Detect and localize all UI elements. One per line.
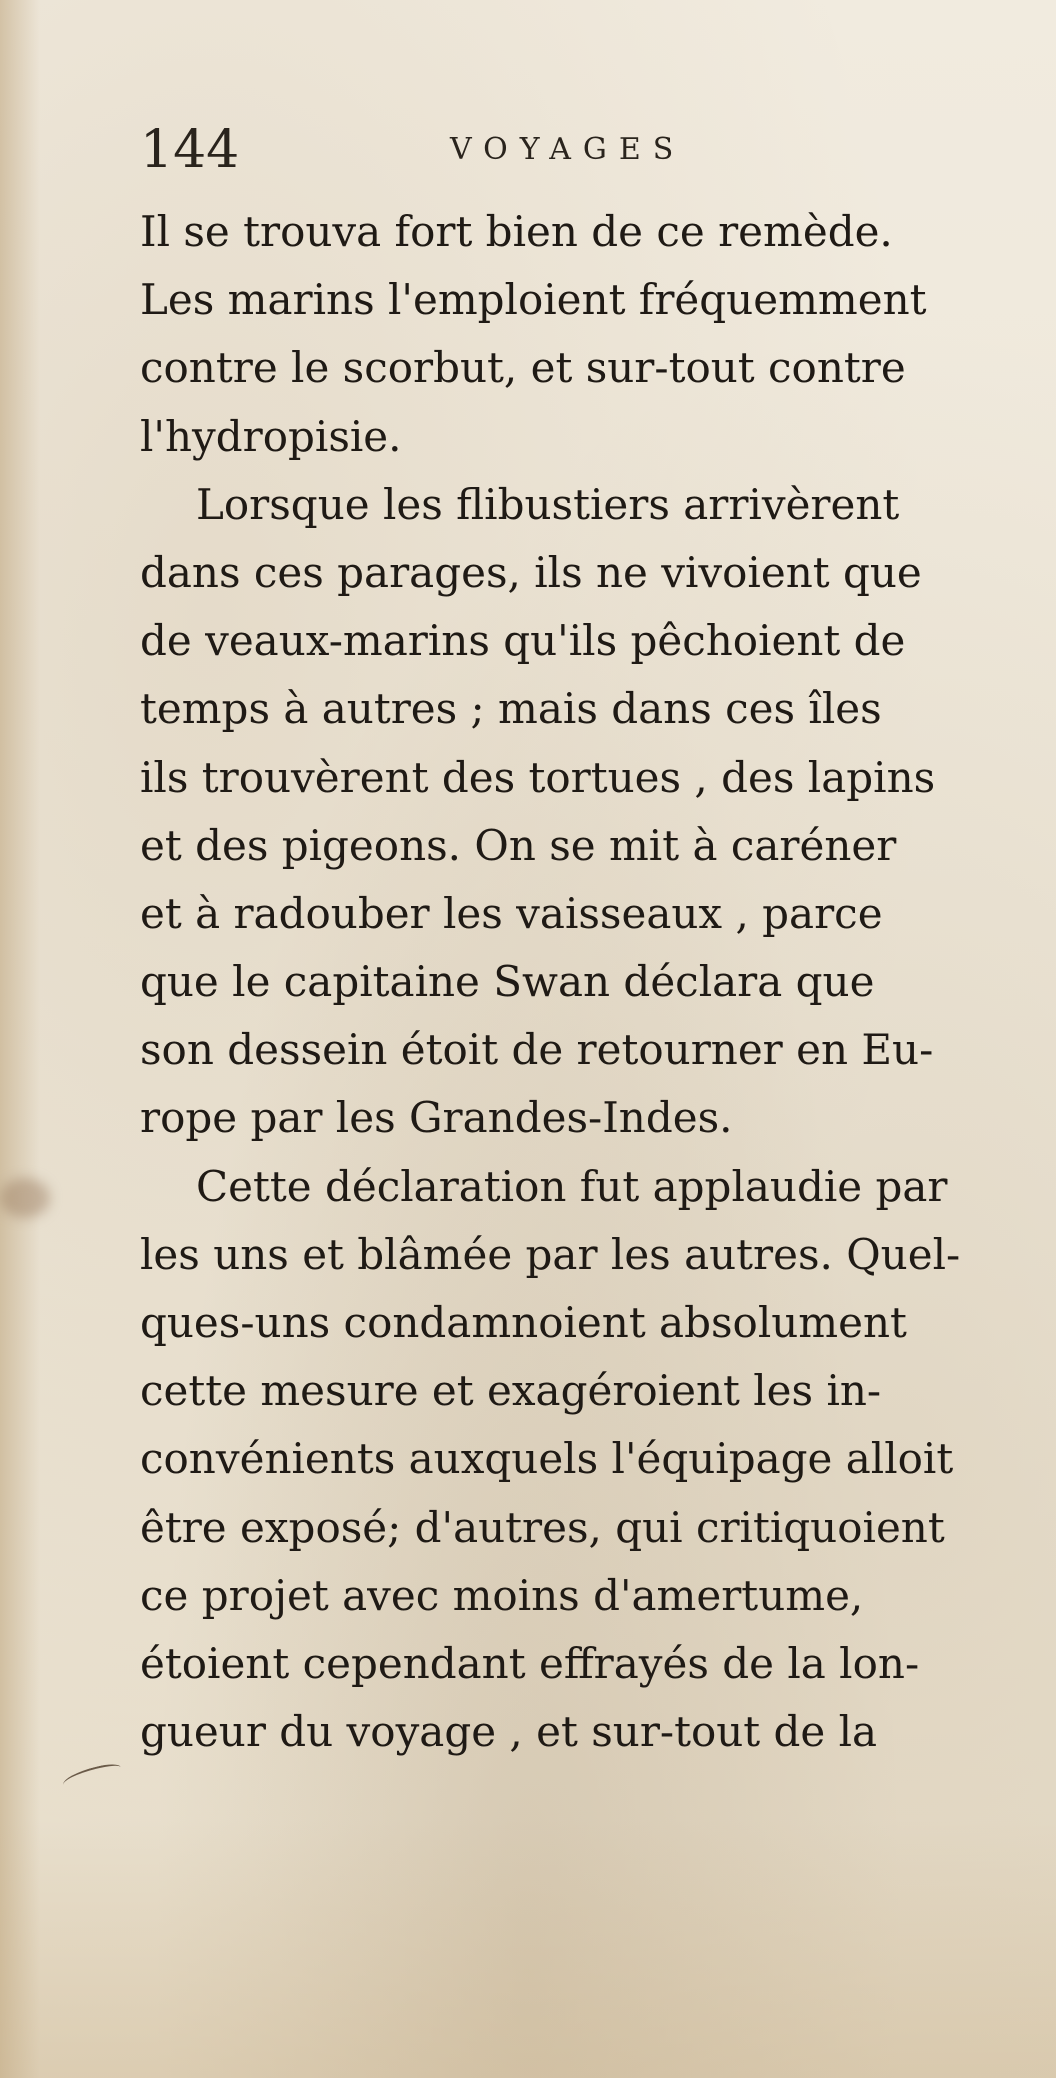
text-line: contre le scorbut, et sur-tout contre (140, 343, 906, 393)
text-line: de veaux-marins qu'ils pêchoient de (140, 616, 906, 666)
text-line: Cette déclaration fut applaudie par (196, 1161, 948, 1211)
page-number: 144 (140, 120, 240, 180)
paper-stain (0, 1178, 50, 1218)
text-line: l'hydropisie. (140, 411, 402, 461)
text-line: Il se trouva fort bien de ce remède. (140, 207, 893, 256)
text-line: convénients auxquels l'équipage alloit (140, 1434, 954, 1484)
running-head: VOYAGES (450, 132, 686, 167)
text-line: être exposé; d'autres, qui critiquoient (140, 1502, 945, 1552)
text-line: et à radouber les vaisseaux , parce (140, 888, 883, 938)
text-line: rope par les Grandes-Indes. (140, 1093, 733, 1143)
text-line: que le capitaine Swan déclara que (140, 957, 875, 1007)
page-header (140, 118, 900, 188)
text-line: Les marins l'emploient fréquemment (140, 275, 927, 325)
text-line: dans ces parages, ils ne vivoient que (140, 547, 922, 597)
text-line: ce projet avec moins d'amertume, (140, 1570, 864, 1620)
text-line: Lorsque les flibustiers arrivèrent (196, 479, 900, 529)
text-line: ques-uns condamnoient absolument (140, 1298, 907, 1347)
text-line: son dessein étoit de retourner en Eu- (140, 1025, 934, 1075)
pen-mark (61, 1761, 123, 1791)
text-line: cette mesure et exagéroient les in- (140, 1366, 882, 1416)
text-line: étoient cependant effrayés de la lon- (140, 1638, 920, 1688)
text-line: temps à autres ; mais dans ces îles (140, 684, 882, 734)
text-line: et des pigeons. On se mit à caréner (140, 820, 897, 870)
text-line: les uns et blâmée par les autres. Quel- (140, 1229, 961, 1279)
text-line: ils trouvèrent des tortues , des lapins (140, 752, 936, 802)
text-line: gueur du voyage , et sur-tout de la (140, 1707, 878, 1757)
paper-discoloration (0, 1820, 1056, 2078)
page-edge-shadow (0, 0, 40, 2078)
body-text (140, 198, 1020, 1766)
